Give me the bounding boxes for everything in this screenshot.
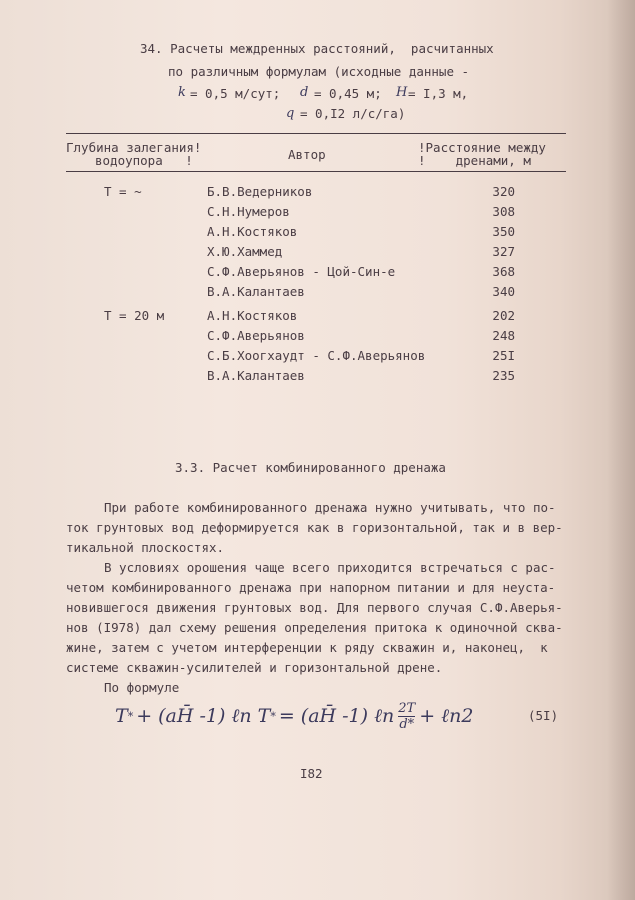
equation-number: (5I) [528,708,559,723]
table-row-distance: 368 [492,264,515,279]
table-row-author: А.Н.Костяков [207,224,298,239]
table-row-author: С.Ф.Аверьянов - Цой-Син-е [207,264,396,279]
handwritten-q: q [286,106,295,121]
table-row-author: В.А.Калантаев [207,284,305,299]
header-depth-line-2: водоупора ! [95,153,193,168]
table-row-author: Х.Ю.Хаммед [207,244,283,259]
table-title-param-k: = 0,5 м/сут; [190,86,281,101]
header-distance-line-1: !Расстояние между [418,140,546,155]
formula-term: = (аH̄ -1) ℓn [278,704,395,727]
table-row-author: Б.В.Ведерников [207,184,313,199]
fraction-denominator: d* [399,716,415,732]
table-row-author: В.А.Калантаев [207,368,305,383]
section-heading: 3.3. Расчет комбинированного дренажа [175,460,446,475]
formula-superscript: * [270,709,276,723]
paragraph-line: системе скважин-усилителей и горизонтальной дрене. [66,660,443,675]
table-top-rule [66,133,566,134]
paragraph-line: нов (I978) дал схему решения определения притока к одиночной сква- [66,620,563,635]
depth-label-infinite: T = ~ [104,184,142,199]
header-distance-line-2: ! дренами, м [418,153,531,168]
formula-term: + (аH̄ -1) ℓn T [136,704,271,727]
table-row-distance: 248 [492,328,515,343]
handwritten-d: d [300,85,309,100]
table-row-distance: 320 [492,184,515,199]
table-title-param-h: = I,3 м, [408,86,469,101]
table-row-distance: 25I [492,348,515,363]
paragraph-line: ток грунтовых вод деформируется как в горизонтальной, так и в вер- [66,520,563,535]
header-author: Автор [288,147,326,162]
header-depth-line-1: Глубина залегания! [66,140,202,155]
table-title-param-d: = 0,45 м; [314,86,382,101]
paragraph-line: В условиях орошения чаще всего приходится встречаться с рас- [104,560,556,575]
table-header-rule [66,171,566,172]
formula-term: T [115,705,128,727]
table-row-distance: 235 [492,368,515,383]
table-row-author: С.Н.Нумеров [207,204,290,219]
formula-fraction [398,702,415,731]
paragraph-line: При работе комбинированного дренажа нужно учитывать, что по- [104,500,556,515]
formula-51 [115,700,474,732]
table-row-distance: 340 [492,284,515,299]
table-title-line-1: 34. Расчеты междренных расстояний, расчитанных [140,41,494,56]
page-number: I82 [300,766,323,781]
table-row-distance: 327 [492,244,515,259]
table-title-line-2: по различным формулам (исходные данные - [168,64,470,79]
table-row-author: С.Б.Хоогхаудт - С.Ф.Аверьянов [207,348,426,363]
table-row-distance: 350 [492,224,515,239]
table-row-distance: 202 [492,308,515,323]
handwritten-k: k [178,85,186,100]
fraction-numerator: 2T [398,700,416,716]
handwritten-h: H [396,85,408,100]
paragraph-line: новившегося движения грунтовых вод. Для первого случая С.Ф.Аверья- [66,600,563,615]
book-spine-shadow [607,0,635,900]
formula-superscript: * [127,709,134,723]
table-row-author: А.Н.Костяков [207,308,298,323]
table-title-param-q: = 0,I2 л/с/га) [300,106,406,121]
depth-label-20m: T = 20 м [104,308,165,323]
paragraph-line: четом комбинированного дренажа при напорном питании и для неуста- [66,580,556,595]
formula-intro: По формуле [104,680,180,695]
formula-term: + ℓn2 [419,704,474,727]
paragraph-line: жине, затем с учетом интерференции к ряду скважин и, наконец, к [66,640,548,655]
table-row-author: С.Ф.Аверьянов [207,328,305,343]
paragraph-line: тикальной плоскостях. [66,540,225,555]
table-row-distance: 308 [492,204,515,219]
